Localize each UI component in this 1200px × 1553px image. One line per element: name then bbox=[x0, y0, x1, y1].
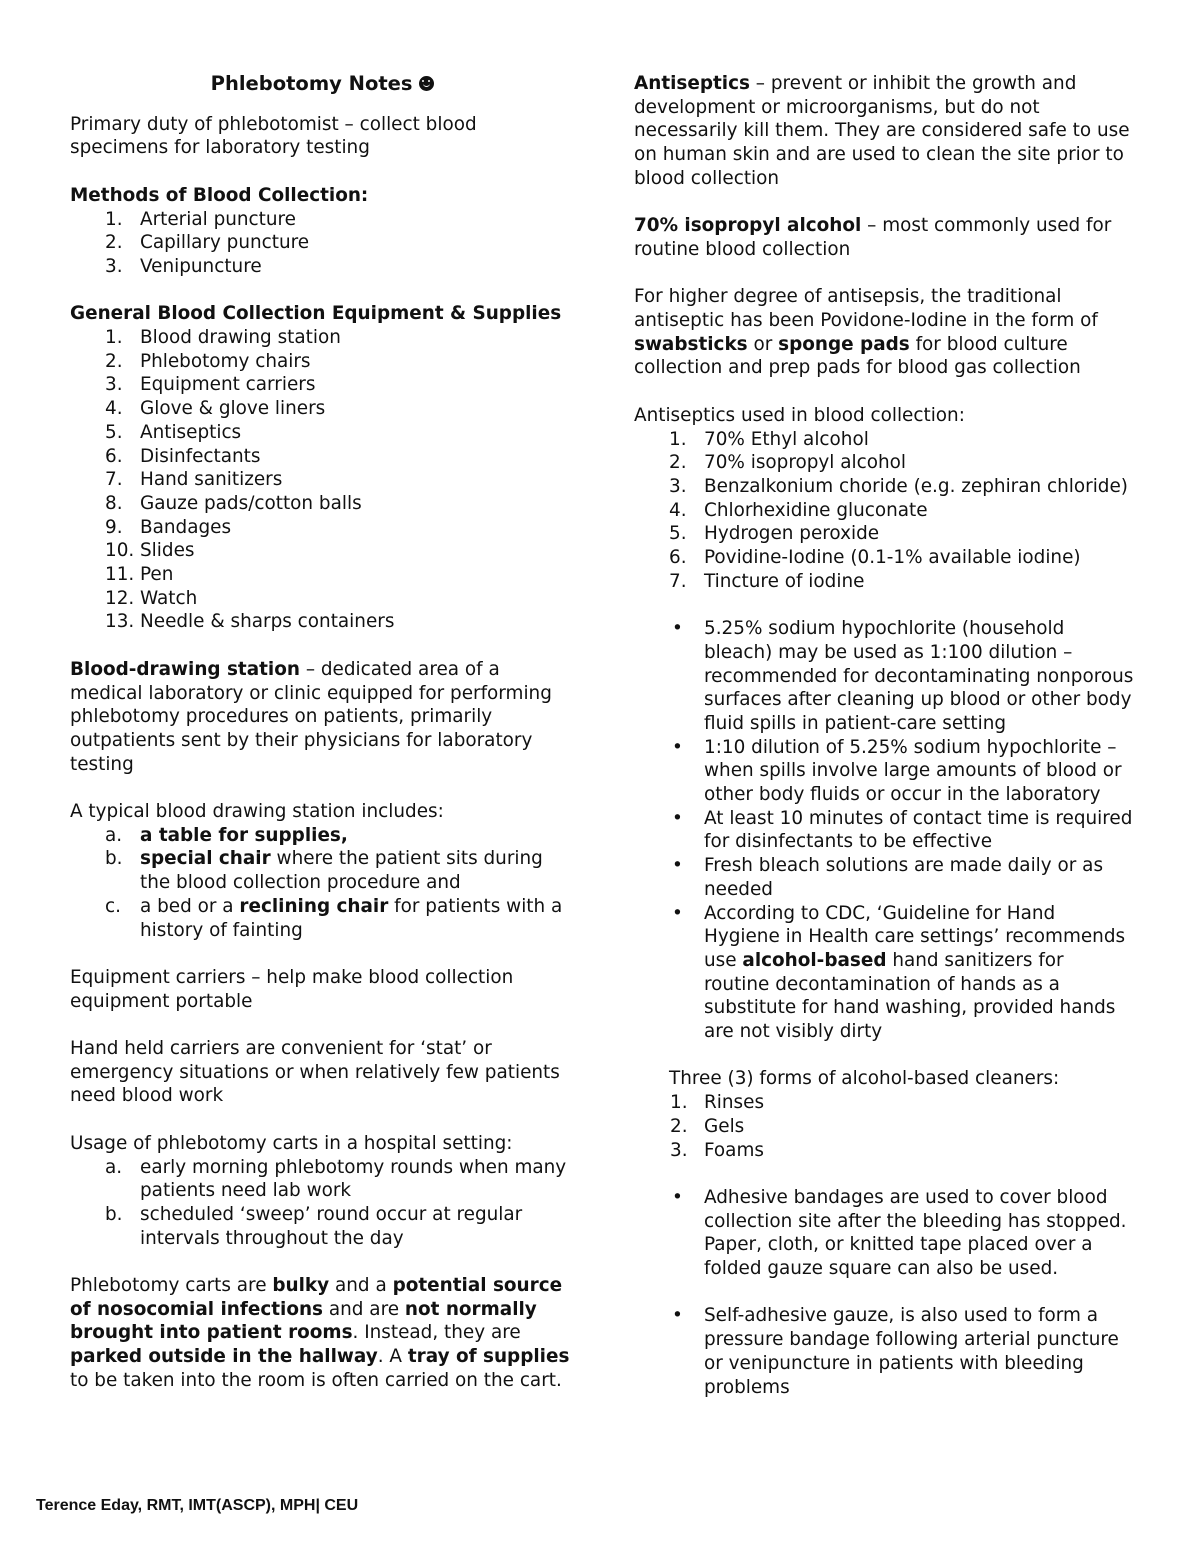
methods-heading: Methods of Blood Collection: bbox=[70, 184, 369, 206]
list-item: • 5.25% sodium hypochlorite (household bleach) may be used as 1:100 dilution – recommended for decontaminating nonporous surfaces after cleaning up blood or other body fluid spills in patient-care setting bbox=[672, 618, 1134, 734]
antiseptics-used-list bbox=[634, 428, 1134, 594]
typical-station-list bbox=[70, 824, 575, 943]
list-item: 2. 70% isopropyl alcohol bbox=[669, 452, 907, 474]
bullet-icon: • bbox=[672, 1305, 683, 1327]
alcohol-forms-intro: Three (3) forms of alcohol-based cleaners: bbox=[669, 1068, 1060, 1090]
list-item: 12. Watch bbox=[105, 587, 198, 609]
list-item: 13. Needle & sharps containers bbox=[105, 611, 395, 633]
equipment-carriers-note: Equipment carriers – help make blood collection equipment portable bbox=[70, 966, 514, 1012]
list-item: b. scheduled ‘sweep’ round occur at regular intervals throughout the day bbox=[105, 1203, 523, 1249]
list-item: 4. Glove & glove liners bbox=[105, 398, 326, 420]
isopropyl-alcohol-definition: 70% isopropyl alcohol – most commonly used for routine blood collection bbox=[634, 215, 1112, 260]
phlebotomy-carts-paragraph: Phlebotomy carts are bulky and a potential source of nosocomial infections and are not normally brought into patient rooms. Instead, they are parked outside in the hallway. A tray of supplies to be taken into the room is often carried on the cart. bbox=[70, 1275, 570, 1391]
page-title: Phlebotomy Notes bbox=[70, 72, 575, 96]
list-item: 7. Hand sanitizers bbox=[105, 469, 283, 491]
list-item: 4. Chlorhexidine gluconate bbox=[669, 499, 928, 521]
equipment-heading: General Blood Collection Equipment & Supplies bbox=[70, 303, 562, 325]
list-item: 8. Gauze pads/cotton balls bbox=[105, 492, 362, 514]
bleach-bullets bbox=[634, 617, 1134, 1044]
carts-intro: Usage of phlebotomy carts in a hospital setting: bbox=[70, 1132, 513, 1154]
left-column bbox=[70, 72, 575, 1393]
smiley-icon bbox=[419, 76, 434, 91]
list-item: 9. Bandages bbox=[105, 516, 232, 538]
footer-author: Terence Eday, RMT, IMT(ASCP), MPH| CEU bbox=[36, 1497, 359, 1514]
list-item: 2. Gels bbox=[670, 1115, 745, 1137]
list-item: • According to CDC, ‘Guideline for Hand Hygiene in Health care settings’ recommends use alcohol-based hand sanitizers for routine decontamination of hands as a substitute for hand washing, provided hands are not visibly dirty bbox=[672, 902, 1126, 1043]
bullet-icon: • bbox=[672, 1186, 683, 1208]
antiseptics-used-intro: Antiseptics used in blood collection: bbox=[634, 404, 965, 426]
primary-duty: Primary duty of phlebotomist – collect blood specimens for laboratory testing bbox=[70, 113, 477, 159]
antiseptics-definition: Antiseptics – prevent or inhibit the growth and development or microorganisms, but do not necessarily kill them. They are considered safe to use on human skin and are used to clean the site prior to blood collection bbox=[634, 73, 1130, 189]
list-item: • 1:10 dilution of 5.25% sodium hypochlorite – when spills involve large amounts of blood or other body fluids or occur in the laboratory bbox=[672, 736, 1122, 806]
list-item: 6. Disinfectants bbox=[105, 445, 261, 467]
equipment-list bbox=[70, 326, 575, 634]
list-item: 5. Antiseptics bbox=[105, 421, 242, 443]
blood-drawing-station-definition: Blood-drawing station – dedicated area of a medical laboratory or clinic equipped for performing phlebotomy procedures on patients, primarily outpatients sent by their physicians for laboratory testing bbox=[70, 658, 552, 775]
self-adhesive-bullets bbox=[634, 1304, 1134, 1399]
carts-list bbox=[70, 1156, 575, 1251]
bullet-icon: • bbox=[672, 855, 683, 877]
list-item: • Self-adhesive gauze, is also used to form a pressure bandage following arterial puncture or venipuncture in patients with bleeding problems bbox=[672, 1305, 1119, 1398]
adhesive-bullets bbox=[634, 1186, 1134, 1281]
list-item: a. early morning phlebotomy rounds when many patients need lab work bbox=[105, 1156, 567, 1202]
list-item: • Adhesive bandages are used to cover blood collection site after the bleeding has stopped. Paper, cloth, or knitted tape placed over a folded gauze square can also be used. bbox=[672, 1186, 1127, 1280]
list-item: 3. Equipment carriers bbox=[105, 374, 316, 396]
right-column bbox=[634, 72, 1134, 1399]
list-item: 1. 70% Ethyl alcohol bbox=[669, 428, 869, 450]
list-item: 2. Capillary puncture bbox=[105, 232, 310, 254]
list-item: 6. Povidine-Iodine (0.1-1% available iodine) bbox=[669, 547, 1081, 569]
bullet-icon: • bbox=[672, 902, 683, 924]
list-item: 1. Arterial puncture bbox=[105, 208, 296, 230]
list-item: c. a bed or a reclining chair for patients with a history of fainting bbox=[105, 895, 563, 941]
list-item: 3. Benzalkonium choride (e.g. zephiran chloride) bbox=[669, 475, 1128, 497]
list-item: 5. Hydrogen peroxide bbox=[669, 523, 880, 545]
list-item: 7. Tincture of iodine bbox=[669, 570, 865, 592]
list-item: 3. Venipuncture bbox=[105, 255, 262, 277]
hand-held-carriers-note: Hand held carriers are convenient for ‘stat’ or emergency situations or when relatively few patients need blood work bbox=[70, 1038, 560, 1107]
list-item: 1. Blood drawing station bbox=[105, 327, 341, 348]
methods-list bbox=[70, 208, 575, 279]
list-item: 1. Rinses bbox=[670, 1092, 765, 1114]
bullet-icon: • bbox=[672, 807, 683, 829]
list-item: a. a table for supplies, bbox=[105, 824, 348, 846]
bullet-icon: • bbox=[672, 736, 683, 758]
list-item: 10. Slides bbox=[105, 540, 195, 562]
list-item: • At least 10 minutes of contact time is required for disinfectants to be effective bbox=[672, 807, 1133, 853]
list-item: 11. Pen bbox=[105, 564, 174, 586]
alcohol-forms-list bbox=[634, 1091, 1134, 1162]
list-item: b. special chair where the patient sits during the blood collection procedure and bbox=[105, 848, 543, 894]
list-item: 2. Phlebotomy chairs bbox=[105, 350, 311, 372]
typical-station-intro: A typical blood drawing station includes: bbox=[70, 801, 444, 823]
list-item: 3. Foams bbox=[670, 1139, 764, 1161]
list-item: • Fresh bleach solutions are made daily or as needed bbox=[672, 855, 1104, 900]
bullet-icon: • bbox=[672, 618, 683, 640]
povidone-iodine-paragraph: For higher degree of antisepsis, the traditional antiseptic has been Povidone-Iodine in the form of swabsticks or sponge pads for blood culture collection and prep pads for blood gas collection bbox=[634, 286, 1098, 379]
